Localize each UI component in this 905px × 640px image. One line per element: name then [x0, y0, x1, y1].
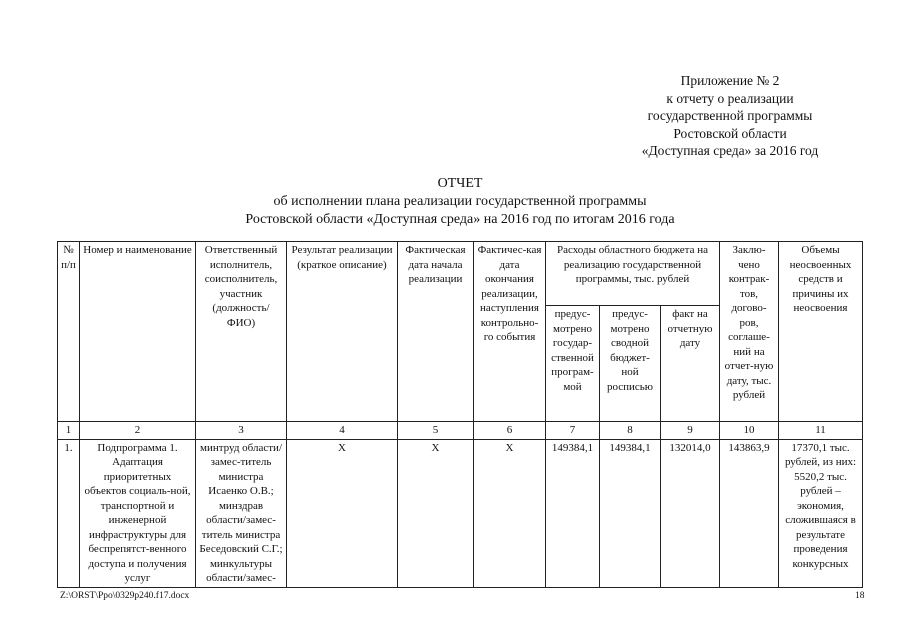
- footer-page-number: 18: [855, 591, 865, 601]
- header-cell-responsible: Ответственный исполнитель, соисполнитель, участник (должность/ ФИО): [196, 242, 287, 422]
- row-start-date: Х: [398, 439, 474, 587]
- column-number: 9: [661, 422, 720, 440]
- column-number: 1: [58, 422, 80, 440]
- title-line: ОТЧЕТ: [437, 176, 483, 191]
- column-number: 7: [546, 422, 600, 440]
- header-cell-name: Номер и наименование: [80, 242, 196, 422]
- appendix-line: государственной программы: [647, 108, 813, 123]
- header-cell-fact: факт на отчетную дату: [661, 306, 720, 422]
- row-fact: 132014,0: [661, 439, 720, 587]
- footer-file-path: Z:\ORST\Ppo\0329p240.f17.docx: [60, 591, 190, 601]
- header-cell-planned-budget: предус-мотрено сводной бюджет-ной росписью: [600, 306, 661, 422]
- appendix-line: Ростовской области: [673, 125, 787, 141]
- column-number: 10: [720, 422, 779, 440]
- header-cell-expenses-group: Расходы областного бюджета на реализацию государственной программы, тыс. рублей: [546, 242, 720, 306]
- header-cell-planned-program: предус-мотрено государ-ственной програм-мой: [546, 306, 600, 422]
- report-title: [150, 175, 770, 229]
- column-number: 3: [196, 422, 287, 440]
- header-cell-num: № п/п: [58, 242, 80, 422]
- appendix-line: Приложение № 2: [680, 73, 780, 88]
- header-cell-unspent: Объемы неосвоенных средств и причины их неосвоения: [779, 242, 863, 422]
- header-row: [58, 242, 863, 306]
- report-table: [57, 241, 863, 588]
- column-number: 6: [474, 422, 546, 440]
- row-planned-program: 149384,1: [546, 439, 600, 587]
- column-number: 11: [779, 422, 863, 440]
- row-responsible: минтруд области/замес-титель министра Исаенко О.В.; минздрав области/замес-титель министра Беседовский С.Г.; минкультуры области/замес-: [196, 439, 287, 587]
- row-planned-budget: 149384,1: [600, 439, 661, 587]
- row-result: Х: [287, 439, 398, 587]
- row-num: 1.: [58, 439, 80, 587]
- row-end-date: Х: [474, 439, 546, 587]
- appendix-header: [600, 72, 860, 160]
- column-number: 8: [600, 422, 661, 440]
- appendix-line: к отчету о реализации: [666, 90, 794, 106]
- table-row: [58, 439, 863, 587]
- column-number: 2: [80, 422, 196, 440]
- title-line: Ростовской области «Доступная среда» на 2016 год по итогам 2016 года: [245, 212, 675, 227]
- header-cell-result: Результат реализации (краткое описание): [287, 242, 398, 422]
- column-number-row: [58, 422, 863, 440]
- header-cell-end-date: Фактичес-кая дата окончания реализации, наступления контрольно-го события: [474, 242, 546, 422]
- header-cell-start-date: Фактическая дата начала реализации: [398, 242, 474, 422]
- title-line: об исполнении плана реализации государственной программы: [273, 194, 647, 209]
- row-unspent: 17370,1 тыс. рублей, из них: 5520,2 тыс. рублей – экономия, сложившаяся в результате проведения конкурсных: [779, 439, 863, 587]
- column-number: 4: [287, 422, 398, 440]
- appendix-line: «Доступная среда» за 2016 год: [641, 143, 819, 158]
- row-contracts: 143863,9: [720, 439, 779, 587]
- header-cell-contracts: Заклю-чено контрак-тов, догово-ров, соглаше-ний на отчет-ную дату, тыс. рублей: [720, 242, 779, 422]
- row-name: Подпрограмма 1. Адаптация приоритетных объектов социаль-ной, транспортной и инженерной инфраструктуры для беспрепятст-венного доступа и получения услуг: [80, 439, 196, 587]
- column-number: 5: [398, 422, 474, 440]
